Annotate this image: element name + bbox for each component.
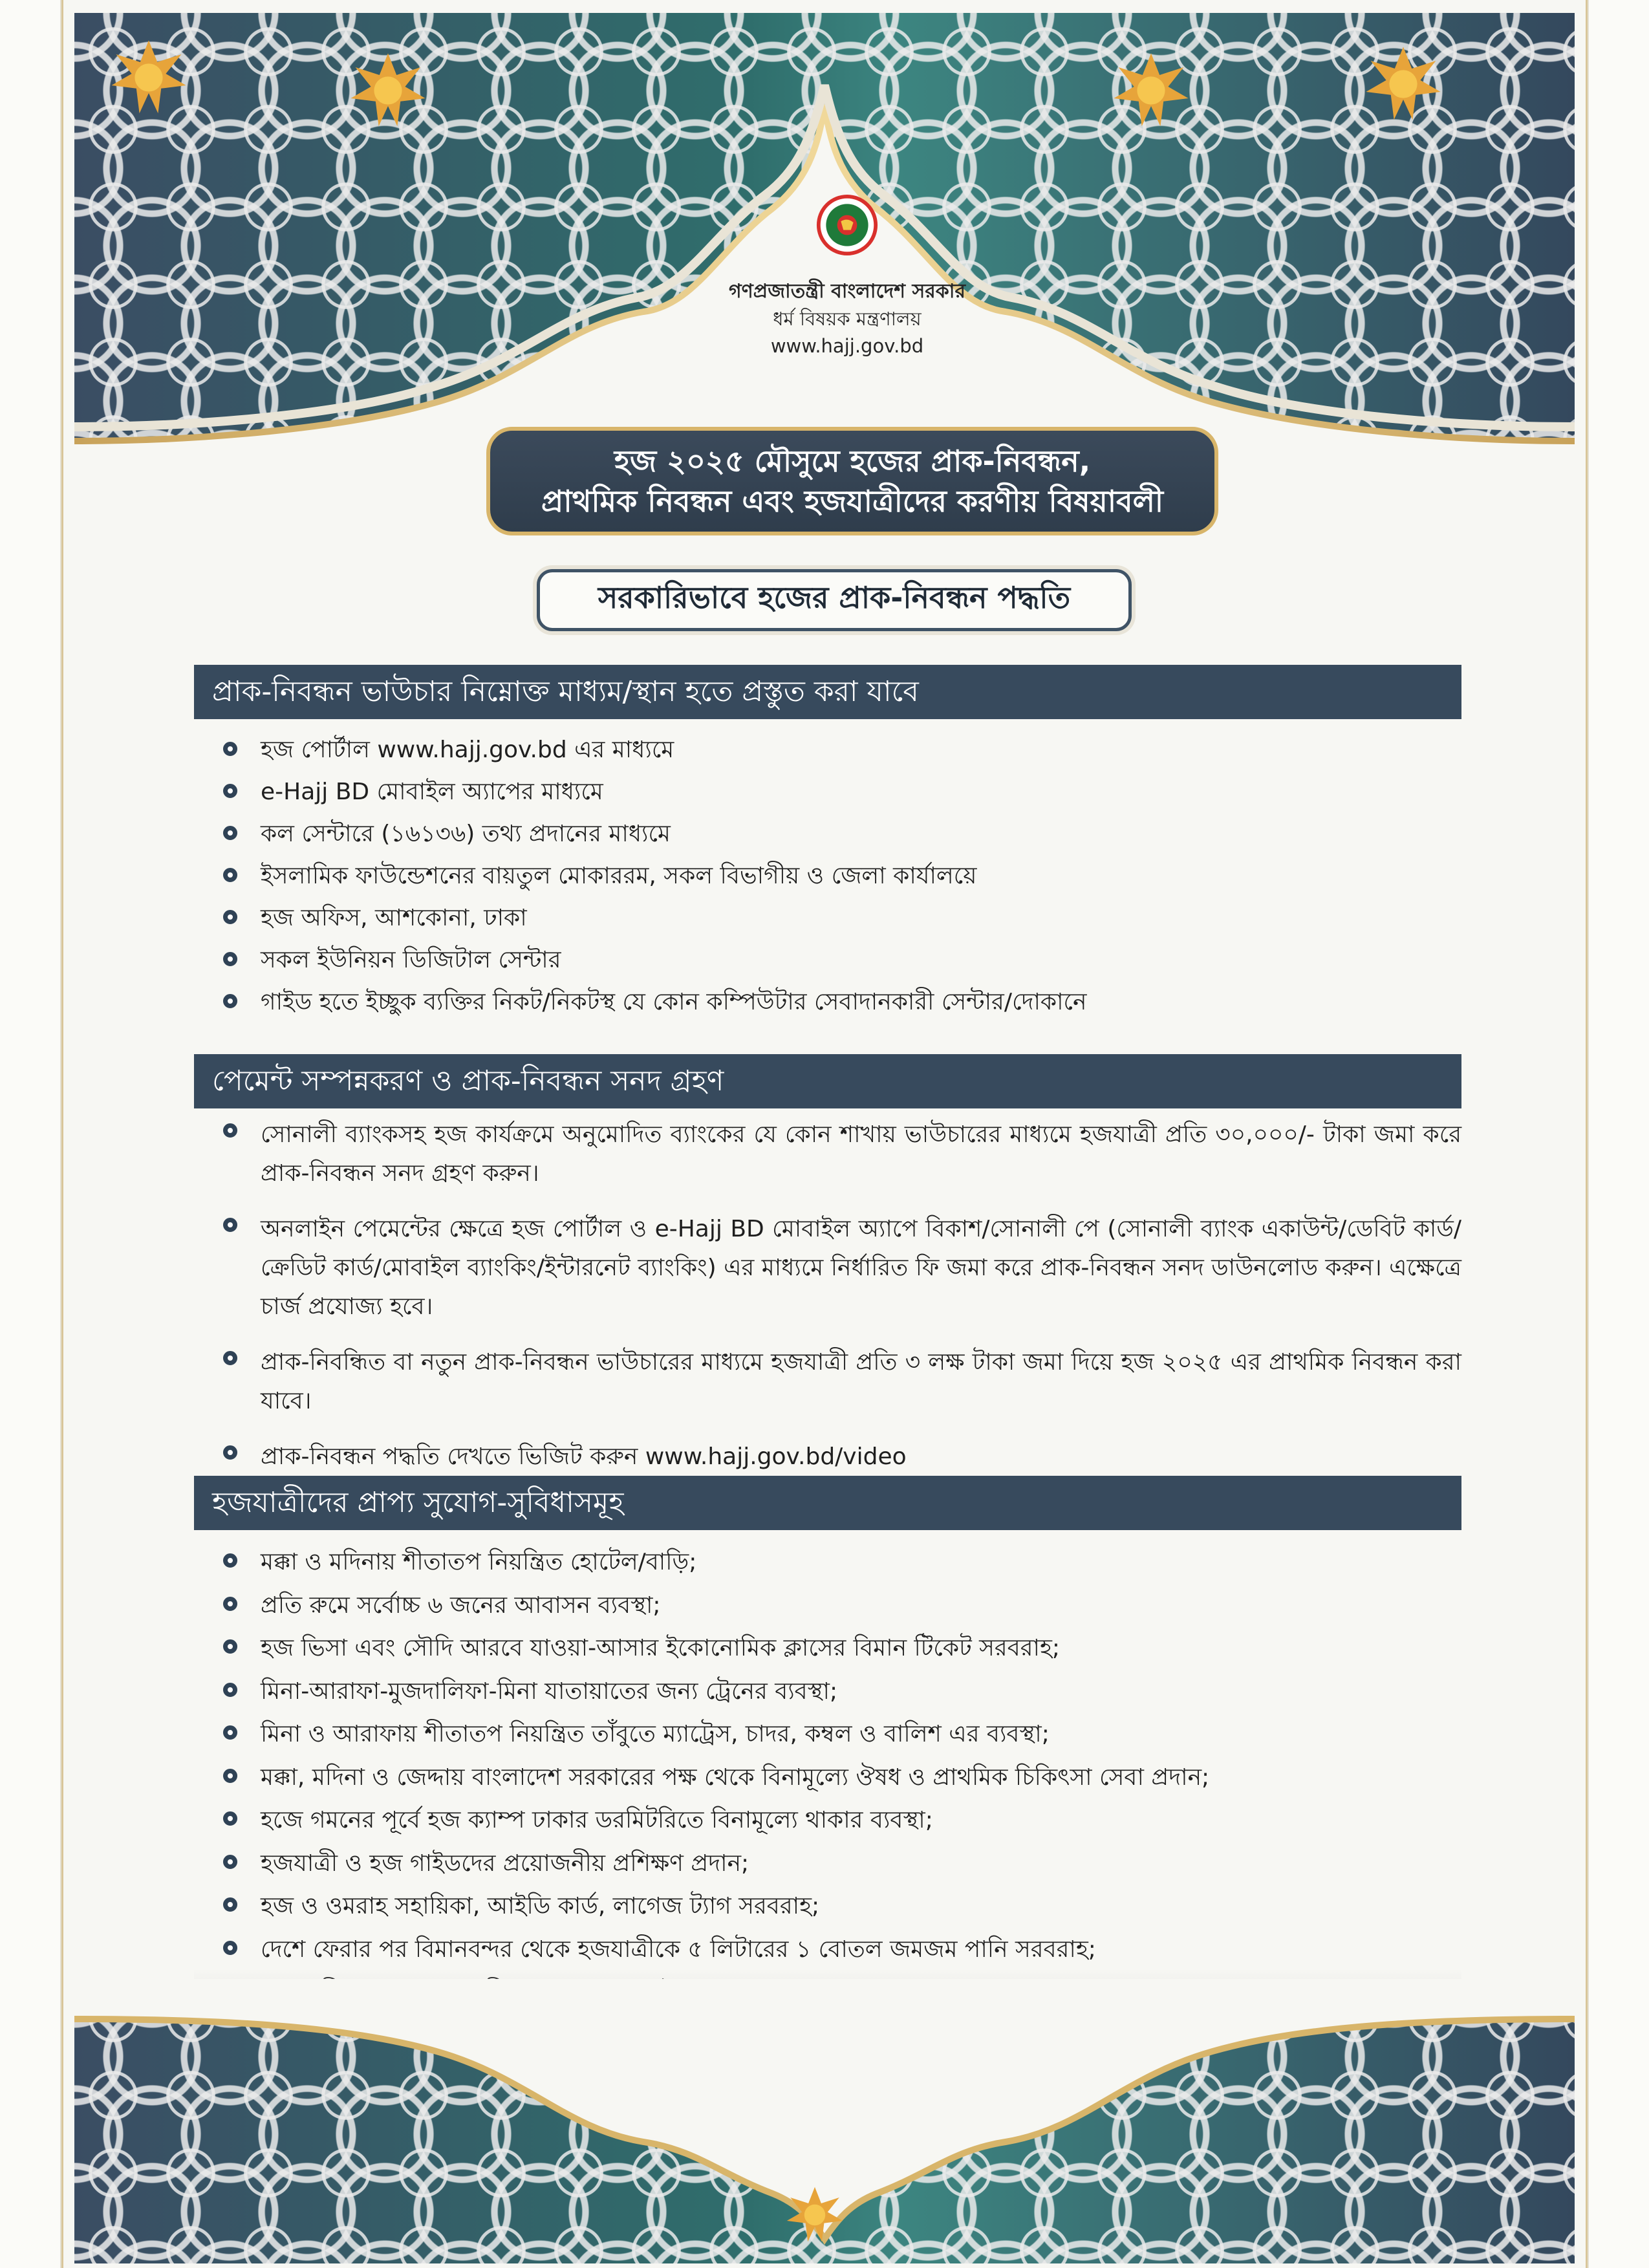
title-line-2: প্রাথমিক নিবন্ধন এবং হজযাত্রীদের করণীয় বিষয়াবলী [541,484,1164,519]
list-item-text: e-Hajj BD মোবাইল অ্যাপের মাধ্যমে [261,779,603,805]
list-item-text: মক্কা, মদিনা ও জেদ্দায় বাংলাদেশ সরকারের পক্ষ থেকে বিনামূল্যে ঔষধ ও প্রাথমিক চিকিৎসা সেবা প্রদান; [261,1764,1210,1791]
section-header-facilities: হজযাত্রীদের প্রাপ্য সুযোগ-সুবিধাসমূহ [194,1476,1461,1530]
list-item-text: হজ পোর্টাল www.hajj.gov.bd এর মাধ্যমে [261,737,674,763]
list-item-text: সকল ইউনিয়ন ডিজিটাল সেন্টার [261,947,561,973]
website-link[interactable]: www.hajj.gov.bd [770,335,924,357]
list-item-text: প্রাক-নিবন্ধিত বা নতুন প্রাক-নিবন্ধন ভাউচারের মাধ্যমে হজযাত্রী প্রতি ৩ লক্ষ টাকা জমা দিয়ে হজ ২০২৫ এর প্রাথমিক নিবন্ধন করা যাবে। [261,1349,1461,1414]
list-item-text: প্রতি রুমে সর্বোচ্চ ৬ জনের আবাসন ব্যবস্থা; [261,1592,661,1619]
title-line-1: হজ ২০২৫ মৌসুমে হজের প্রাক-নিবন্ধন, [614,444,1091,479]
ministry-name: ধর্ম বিষয়ক মন্ত্রণালয় [773,308,921,330]
list-item-text: প্রাক-নিবন্ধন পদ্ধতি দেখতে ভিজিট করুন www.hajj.gov.bd/video [261,1443,907,1470]
list-item-text: হজে গমনের পূর্বে হজ ক্যাম্প ঢাকার ডরমিটরিতে বিনামূল্যে থাকার ব্যবস্থা; [261,1807,933,1833]
list-item-text: অনলাইন পেমেন্টের ক্ষেত্রে হজ পোর্টাল ও e-Hajj BD মোবাইল অ্যাপে বিকাশ/সোনালী পে (সোনালী ব্যাংক একাউন্ট/ডেবিট কার্ড/ক্রেডিট কার্ড/মোবাইল ব্যাংকিং/ইন্টারনেট ব্যাংকিং) এর মাধ্যমে নির্ধারিত ফি জমা করে প্রাক-নিবন্ধন সনদ ডাউনলোড করুন। এক্ষেত্রে চার্জ প্রযোজ্য হবে। [261,1216,1461,1320]
list-item-text: কল সেন্টারে (১৬১৩৬) তথ্য প্রদানের মাধ্যমে [261,821,671,847]
list-item-text: সোনালী ব্যাংকসহ হজ কার্যক্রমে অনুমোদিত ব্যাংকের যে কোন শাখায় ভাউচারের মাধ্যমে হজযাত্রী প্রতি ৩০,০০০/- টাকা জমা করে প্রাক-নিবন্ধন সনদ গ্রহণ করুন। [261,1121,1461,1187]
page-border [61,0,1588,2268]
govt-name: গণপ্রজাতন্ত্রী বাংলাদেশ সরকার [729,280,965,303]
list-item-text: দেশে ফেরার পর বিমানবন্দর থেকে হজযাত্রীকে ৫ লিটারের ১ বোতল জমজম পানি সরবরাহ; [261,1936,1096,1963]
list-item-text: মিনা ও আরাফায় শীতাতপ নিয়ন্ত্রিত তাঁবুতে ম্যাট্রেস, চাদর, কম্বল ও বালিশ এর ব্যবস্থা; [261,1721,1050,1747]
list-item-text: হজ ও ওমরাহ সহায়িকা, আইডি কার্ড, লাগেজ ট্যাগ সরবরাহ; [261,1893,820,1919]
list-item-text: মিনা-আরাফা-মুজদালিফা-মিনা যাতায়াতের জন্য ট্রেনের ব্যবস্থা; [261,1678,838,1705]
list-item-text: হজ ভিসা এবং সৌদি আরবে যাওয়া-আসার ইকোনোমিক ক্লাসের বিমান টিকেট সরবরাহ; [261,1635,1061,1661]
list-item-text: মক্কা ও মদিনায় শীতাতপ নিয়ন্ত্রিত হোটেল/বাড়ি; [261,1549,697,1575]
section-header-payment: পেমেন্ট সম্পন্নকরণ ও প্রাক-নিবন্ধন সনদ গ্রহণ [194,1054,1461,1108]
list-item-text: ইসলামিক ফাউন্ডেশনের বায়তুল মোকাররম, সকল বিভাগীয় ও জেলা কার্যালয়ে [261,863,977,889]
list-item-text: হজ অফিস, আশকোনা, ঢাকা [261,905,527,931]
section-header-voucher-sources: প্রাক-নিবন্ধন ভাউচার নিম্নোক্ত মাধ্যম/স্থান হতে প্রস্তুত করা যাবে [194,665,1461,719]
list-item-text: গাইড হতে ইচ্ছুক ব্যক্তির নিকট/নিকটস্থ যে কোন কম্পিউটার সেবাদানকারী সেন্টার/দোকানে [261,989,1087,1015]
subtitle: সরকারিভাবে হজের প্রাক-নিবন্ধন পদ্ধতি [537,569,1132,631]
list-item-text: হজযাত্রী ও হজ গাইডদের প্রয়োজনীয় প্রশিক্ষণ প্রদান; [261,1850,749,1877]
